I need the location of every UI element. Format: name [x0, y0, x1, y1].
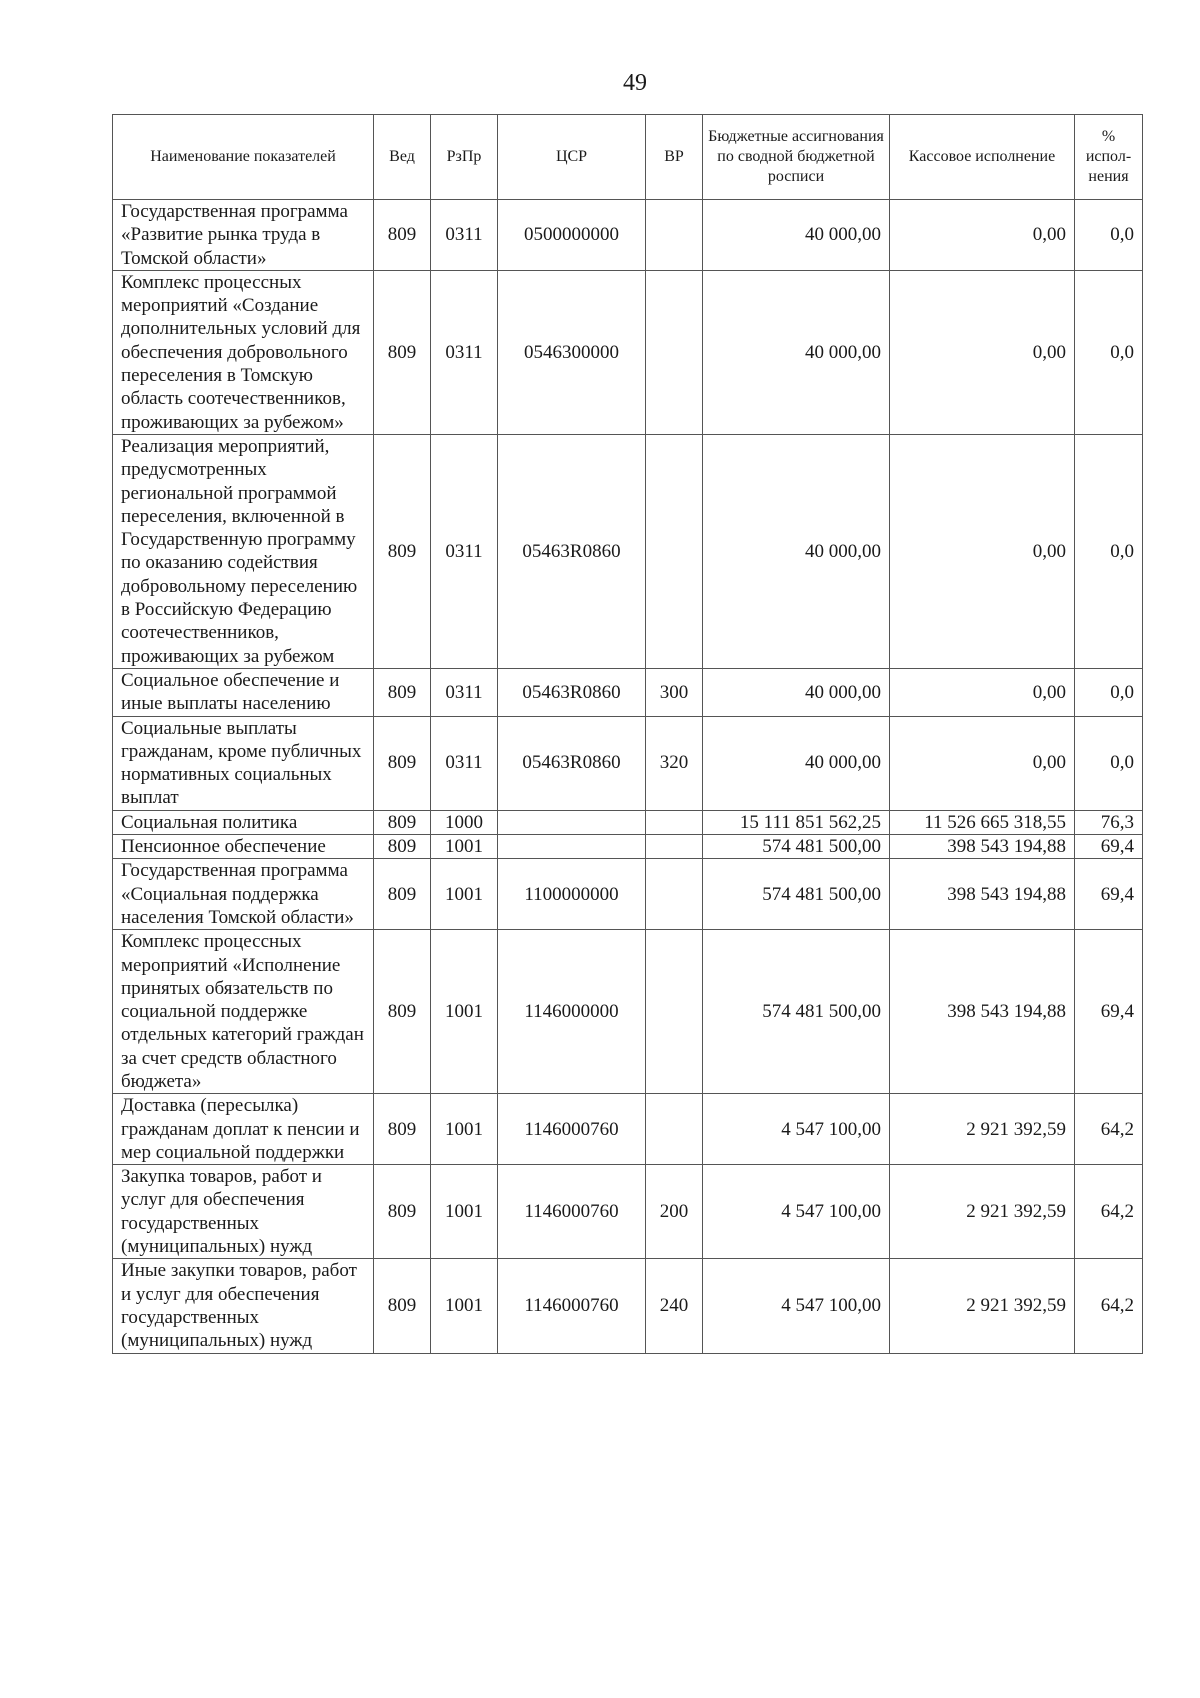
row-ved: 809 — [374, 1165, 431, 1259]
row-vr — [646, 859, 703, 930]
row-assignments: 4 547 100,00 — [703, 1165, 890, 1259]
row-percent: 76,3 — [1075, 810, 1143, 834]
row-vr — [646, 1094, 703, 1165]
row-vr — [646, 930, 703, 1094]
row-cash-execution: 2 921 392,59 — [890, 1094, 1075, 1165]
row-assignments: 40 000,00 — [703, 668, 890, 716]
row-name: Пенсионное обеспечение — [113, 835, 374, 859]
table-row — [113, 1165, 1143, 1259]
table-row — [113, 1094, 1143, 1165]
row-rzpr: 0311 — [431, 668, 498, 716]
row-percent: 69,4 — [1075, 859, 1143, 930]
row-name: Государственная программа «Социальная поддержка населения Томской области» — [113, 859, 374, 930]
row-cash-execution: 398 543 194,88 — [890, 859, 1075, 930]
row-rzpr: 0311 — [431, 434, 498, 668]
table-row — [113, 270, 1143, 434]
row-name: Закупка товаров, работ и услуг для обеспечения государственных (муниципальных) нужд — [113, 1165, 374, 1259]
row-cash-execution: 2 921 392,59 — [890, 1259, 1075, 1353]
row-name: Социальная политика — [113, 810, 374, 834]
row-name: Доставка (пересылка) гражданам доплат к пенсии и мер социальной поддержки — [113, 1094, 374, 1165]
row-rzpr: 1001 — [431, 930, 498, 1094]
row-rzpr: 1001 — [431, 1165, 498, 1259]
row-csr — [498, 810, 646, 834]
row-csr: 1146000000 — [498, 930, 646, 1094]
row-assignments: 574 481 500,00 — [703, 835, 890, 859]
row-cash-execution: 398 543 194,88 — [890, 930, 1075, 1094]
row-cash-execution: 0,00 — [890, 716, 1075, 810]
row-ved: 809 — [374, 1094, 431, 1165]
row-assignments: 40 000,00 — [703, 200, 890, 271]
row-rzpr: 1001 — [431, 1094, 498, 1165]
row-percent: 0,0 — [1075, 716, 1143, 810]
row-assignments: 40 000,00 — [703, 270, 890, 434]
row-percent: 0,0 — [1075, 270, 1143, 434]
row-cash-execution: 0,00 — [890, 668, 1075, 716]
header-csr: ЦСР — [498, 115, 646, 200]
row-vr — [646, 200, 703, 271]
header-assignments: Бюджетные ассигнования по сводной бюджетной росписи — [703, 115, 890, 200]
row-percent: 0,0 — [1075, 434, 1143, 668]
table-row — [113, 1259, 1143, 1353]
row-vr — [646, 835, 703, 859]
row-ved: 809 — [374, 810, 431, 834]
row-ved: 809 — [374, 1259, 431, 1353]
row-percent: 0,0 — [1075, 200, 1143, 271]
row-name: Реализация мероприятий, предусмотренных региональной программой переселения, включенной в Государственную программу по оказанию содействия добровольному переселению в Российскую Федерацию соотечественников, проживающих за рубежом — [113, 434, 374, 668]
row-ved: 809 — [374, 668, 431, 716]
row-vr — [646, 810, 703, 834]
row-vr — [646, 270, 703, 434]
row-csr: 1146000760 — [498, 1165, 646, 1259]
row-cash-execution: 0,00 — [890, 434, 1075, 668]
row-percent: 64,2 — [1075, 1165, 1143, 1259]
row-ved: 809 — [374, 434, 431, 668]
row-ved: 809 — [374, 835, 431, 859]
row-percent: 64,2 — [1075, 1259, 1143, 1353]
row-assignments: 40 000,00 — [703, 716, 890, 810]
row-ved: 809 — [374, 200, 431, 271]
row-assignments: 4 547 100,00 — [703, 1094, 890, 1165]
row-percent: 64,2 — [1075, 1094, 1143, 1165]
row-ved: 809 — [374, 270, 431, 434]
row-vr: 300 — [646, 668, 703, 716]
header-vr: ВР — [646, 115, 703, 200]
row-vr: 200 — [646, 1165, 703, 1259]
row-vr: 240 — [646, 1259, 703, 1353]
table-row — [113, 859, 1143, 930]
row-rzpr: 1000 — [431, 810, 498, 834]
row-name: Государственная программа «Развитие рынка труда в Томской области» — [113, 200, 374, 271]
row-csr: 0500000000 — [498, 200, 646, 271]
row-ved: 809 — [374, 716, 431, 810]
page-number: 49 — [623, 70, 647, 96]
row-name: Социальное обеспечение и иные выплаты населению — [113, 668, 374, 716]
row-cash-execution: 2 921 392,59 — [890, 1165, 1075, 1259]
row-cash-execution: 0,00 — [890, 200, 1075, 271]
row-name: Комплекс процессных мероприятий «Создание дополнительных условий для обеспечения добровольного переселения в Томскую область соотечественников, проживающих за рубежом» — [113, 270, 374, 434]
row-name: Иные закупки товаров, работ и услуг для обеспечения государственных (муниципальных) нужд — [113, 1259, 374, 1353]
table-row — [113, 200, 1143, 271]
table-body — [113, 200, 1143, 1354]
table-row — [113, 835, 1143, 859]
row-csr: 05463R0860 — [498, 716, 646, 810]
header-ved: Вед — [374, 115, 431, 200]
row-assignments: 40 000,00 — [703, 434, 890, 668]
row-csr: 1146000760 — [498, 1094, 646, 1165]
header-rzpr: РзПр — [431, 115, 498, 200]
row-percent: 69,4 — [1075, 930, 1143, 1094]
row-vr: 320 — [646, 716, 703, 810]
row-csr: 1100000000 — [498, 859, 646, 930]
row-csr: 1146000760 — [498, 1259, 646, 1353]
table-row — [113, 668, 1143, 716]
budget-execution-table — [112, 114, 1143, 1354]
row-rzpr: 0311 — [431, 270, 498, 434]
row-ved: 809 — [374, 859, 431, 930]
row-cash-execution: 0,00 — [890, 270, 1075, 434]
row-cash-execution: 398 543 194,88 — [890, 835, 1075, 859]
row-assignments: 15 111 851 562,25 — [703, 810, 890, 834]
header-name: Наименование показателей — [113, 115, 374, 200]
table-row — [113, 930, 1143, 1094]
row-vr — [646, 434, 703, 668]
row-assignments: 574 481 500,00 — [703, 930, 890, 1094]
row-rzpr: 0311 — [431, 716, 498, 810]
header-percent-execution: % испол-нения — [1075, 115, 1143, 200]
row-name: Социальные выплаты гражданам, кроме публичных нормативных социальных выплат — [113, 716, 374, 810]
row-rzpr: 0311 — [431, 200, 498, 271]
row-csr: 0546300000 — [498, 270, 646, 434]
row-csr: 05463R0860 — [498, 434, 646, 668]
row-assignments: 4 547 100,00 — [703, 1259, 890, 1353]
row-name: Комплекс процессных мероприятий «Исполнение принятых обязательств по социальной поддержке отдельных категорий граждан за счет средств областного бюджета» — [113, 930, 374, 1094]
table-row — [113, 434, 1143, 668]
row-ved: 809 — [374, 930, 431, 1094]
row-assignments: 574 481 500,00 — [703, 859, 890, 930]
table-row — [113, 716, 1143, 810]
row-percent: 0,0 — [1075, 668, 1143, 716]
row-percent: 69,4 — [1075, 835, 1143, 859]
header-row — [113, 115, 1143, 200]
row-cash-execution: 11 526 665 318,55 — [890, 810, 1075, 834]
row-rzpr: 1001 — [431, 1259, 498, 1353]
row-csr — [498, 835, 646, 859]
table-row — [113, 810, 1143, 834]
row-rzpr: 1001 — [431, 859, 498, 930]
row-csr: 05463R0860 — [498, 668, 646, 716]
row-rzpr: 1001 — [431, 835, 498, 859]
header-cash-execution: Кассовое исполнение — [890, 115, 1075, 200]
